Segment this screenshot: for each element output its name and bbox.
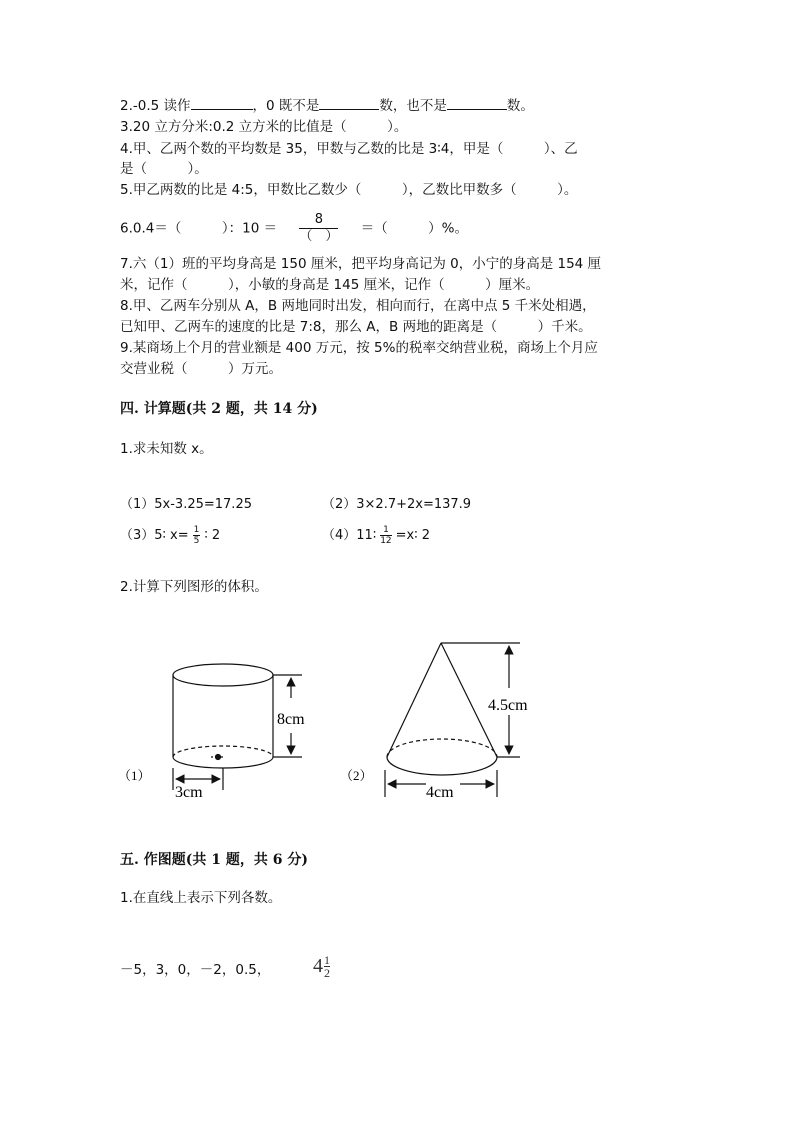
equation-2: （2）3×2.7+2x=137.9	[322, 497, 472, 512]
eq3-denominator: 5	[193, 536, 200, 546]
cone-height-label: 4.5cm	[488, 697, 528, 714]
cone-width-label: 4cm	[426, 784, 454, 801]
q2-text-d: 数。	[506, 98, 534, 114]
question-9-line-2: 交营业税（ ）万元。	[120, 361, 282, 377]
eq3-text-post: ∶ 2	[204, 528, 221, 543]
equation-1: （1）5x-3.25=17.25	[120, 497, 252, 512]
question-4-line-1: 4.甲、乙两个数的平均数是 35，甲数与乙数的比是 3∶4，甲是（ ）、乙	[120, 141, 578, 157]
mixed-number-denominator: 2	[324, 966, 330, 980]
q2-text-c: 数，也不是	[379, 98, 447, 114]
eq4-text-post: =x∶ 2	[395, 528, 431, 543]
mixed-number-whole: 4	[313, 955, 323, 977]
q2-text-b: ，0 既不是	[252, 98, 320, 114]
q6-fraction-denominator: （ ）	[299, 229, 339, 244]
eq3-text-pre: （3）5∶ x=	[120, 528, 189, 543]
mixed-number-fraction	[324, 954, 330, 979]
section-5-problem-1-title: 1.在直线上表示下列各数。	[120, 890, 282, 906]
eq3-numerator: 1	[193, 525, 200, 535]
question-7-line-1: 7.六（1）班的平均身高是 150 厘米，把平均身高记为 0，小宁的身高是 154 厘	[120, 256, 602, 272]
question-8-line-2: 已知甲、乙两车的速度的比是 7:8，那么 A，B 两地的距离是（ ）千米。	[120, 319, 592, 335]
figure-1-label: （1）	[118, 768, 151, 783]
eq4-numerator: 1	[380, 525, 391, 536]
question-5: 5.甲乙两数的比是 4:5，甲数比乙数少（ ），乙数比甲数多（ ）。	[120, 182, 578, 198]
question-7-line-2: 米，记作（ ），小敏的身高是 145 厘米，记作（ ）厘米。	[120, 277, 540, 293]
cylinder-width-label: 3cm	[175, 784, 203, 801]
eq4-denominator: 12	[380, 536, 392, 546]
numbers-list: －5，3，0，－2，0.5，	[120, 962, 271, 978]
section-4-problem-2-title: 2.计算下列图形的体积。	[120, 579, 268, 595]
question-3: 3.20 立方分米:0.2 立方米的比值是（ ）。	[120, 119, 408, 135]
q6-text-a: 6.0.4＝（ ）：10 ＝	[120, 220, 278, 237]
cone-figure	[385, 643, 520, 797]
eq4-text-pre: （4）11∶	[322, 528, 377, 543]
figure-2-label: （2）	[340, 768, 373, 783]
q6-fraction-numerator: 8	[299, 212, 338, 229]
mixed-number-numerator: 1	[324, 953, 330, 967]
question-4-line-2: 是（ ）。	[120, 161, 208, 177]
section-4-problem-1-title: 1.求未知数 x。	[120, 441, 213, 457]
section-5-heading: 五. 作图题(共 1 题，共 6 分)	[120, 852, 308, 868]
cylinder-height-label: 8cm	[277, 711, 305, 728]
q2-text-a: 2.-0.5 读作	[120, 98, 191, 114]
question-9-line-1: 9.某商场上个月的营业额是 400 万元，按 5%的税率交纳营业税，商场上个月应	[120, 340, 598, 356]
q6-text-b: ＝（ ）%。	[360, 220, 469, 237]
question-8-line-1: 8.甲、乙两车分别从 A，B 两地同时出发，相向而行，在离中点 5 千米处相遇，	[120, 298, 596, 314]
mixed-number	[313, 954, 330, 979]
section-4-heading: 四. 计算题(共 2 题，共 14 分)	[120, 401, 318, 417]
